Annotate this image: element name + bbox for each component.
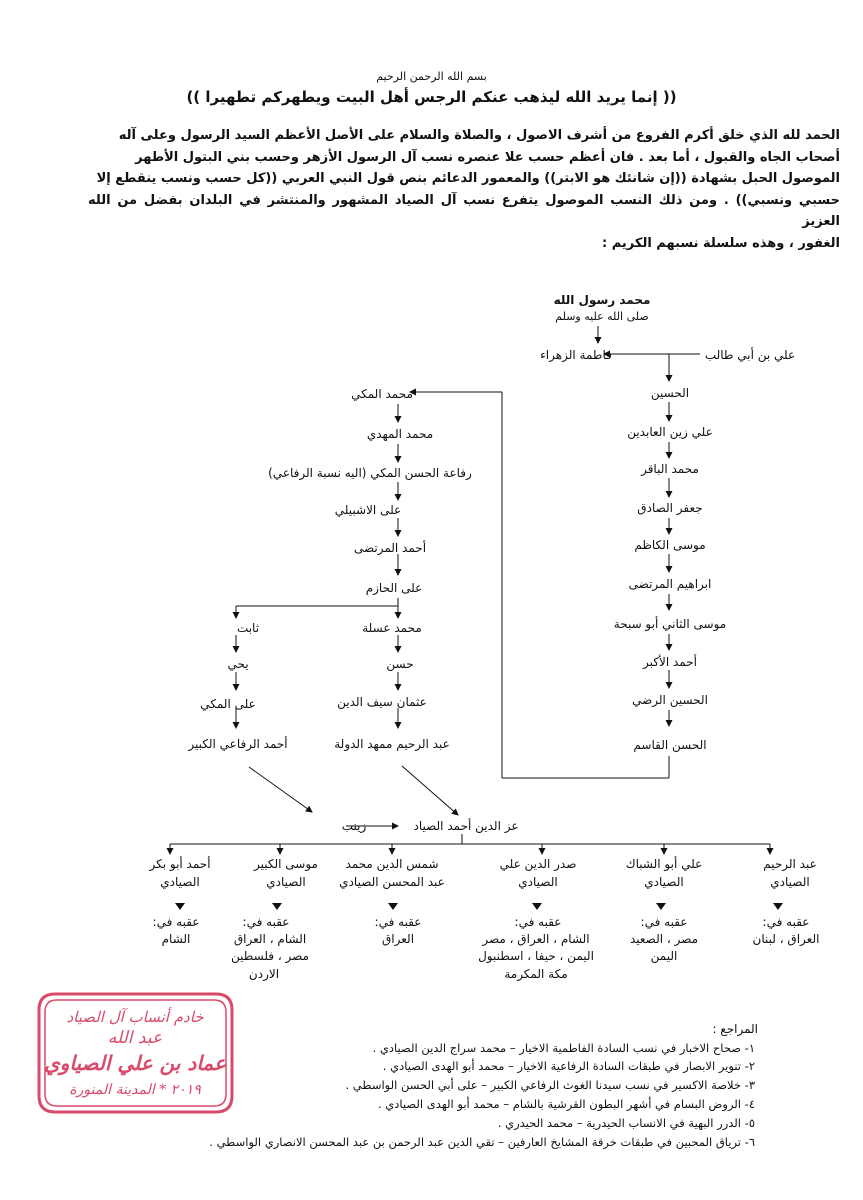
stamp-line: عماد بن علي الصياوي [44, 1051, 226, 1075]
son-name: الصيادي [644, 875, 684, 889]
son-places: الشام ، العراق ، مصر [482, 932, 590, 946]
node-izz-al-din: عز الدين أحمد الصياد [413, 819, 519, 833]
aqib-label: عقبه في: [640, 915, 688, 929]
tree-node: على الحازم [365, 581, 423, 595]
references-title: المراجع : [712, 1022, 758, 1036]
intro-line: أصحاب الجاه والقبول ، أما بعد . فان أعظم حسب علا عنصره نسب آل الرسول الأزهر وحسب بني البتول الأطهر [135, 149, 840, 165]
tree-node: محمد الباقر [641, 462, 699, 476]
son-name: موسى الكبير [254, 857, 318, 871]
son-name: عبد الرحيم [763, 857, 817, 871]
reference-item: ٦- ترياق المحبين في طبقات خرقة المشايخ العارفين – تقي الدين عبد الرحمن بن عبد المحسن الانصاري الواسطي . [209, 1135, 755, 1149]
son-name: صدر الدين علي [499, 857, 577, 871]
stamp-line: عبد الله [107, 1028, 163, 1048]
basmala: بسم الله الرحمن الرحيم [376, 70, 487, 83]
son-places: اليمن [650, 949, 678, 963]
son-name: شمس الدين محمد [345, 857, 439, 871]
prophet-name: محمد رسول الله [553, 293, 651, 307]
aqib-label: عقبه في: [762, 915, 810, 929]
son-name: عبد المحسن الصيادي [339, 875, 445, 889]
son-places: الاردن [248, 967, 280, 981]
son-places: الشام ، العراق [233, 932, 307, 946]
son-places: مكة المكرمة [504, 967, 568, 981]
node-ali: علي بن أبي طالب [704, 348, 796, 362]
intro-line: الغفور ، وهذه سلسلة نسبهم الكريم : [602, 235, 840, 251]
tree-node: أحمد الأكبر [643, 655, 697, 669]
son-name: علي أبو الشباك [625, 857, 703, 871]
intro-line: حسبي ونسبي)) . ومن ذلك النسب الموصول يتفرع نسب آل الصياد المشهور والمنتشر في البلدان بفضل من الله العزيز [88, 192, 840, 229]
tree-node: محمد المكي [351, 387, 413, 401]
intro-line: الموصول الحبل بشهادة ((إن شانئك هو الابتر)) والمعمور الدعائم بنص قول النبي العربي ((كل حسب ونسب ينقطع إلا [96, 171, 840, 186]
stamp-line: ٢٠١٩ * المدينة المنورة [69, 1082, 201, 1098]
tree-node: الحسين [650, 386, 690, 400]
aqib-label: عقبه في: [242, 915, 290, 929]
son-places: الشام [161, 932, 191, 946]
reference-item: ٣- خلاصة الاكسير في نسب سيدنا الغوث الرفاعي الكبير – على أبي الحسن الواسطي . [345, 1078, 755, 1092]
son-places: مصر ، فلسطين [231, 949, 309, 963]
son-name: الصيادي [770, 875, 810, 889]
tree-node: يحي [227, 657, 249, 671]
prophet-blessing: صلى الله عليه وسلم [555, 310, 649, 323]
tree-node: حسن [386, 657, 414, 671]
reference-item: ٤- الروض البسام في أشهر البطون القرشية بالشام – محمد أبو الهدى الصيادي . [377, 1097, 755, 1111]
tree-node: ثابت [236, 621, 260, 635]
tree-node: على الاشبيلي [334, 503, 402, 517]
intro-line: الحمد لله الذي خلق أكرم الفروع من أشرف الاصول ، والصلاة والسلام على الأصل الأعظم السيد الرسول وعلى آله [118, 128, 840, 143]
tree-node: على المكي [200, 697, 256, 711]
tree-node: جعفر الصادق [637, 501, 703, 515]
ink-stamp [33, 988, 238, 1118]
node-zaynab: زينب [341, 819, 367, 833]
tree-node: الحسن القاسم [633, 738, 707, 752]
tree-node: موسى الكاظم [634, 538, 706, 552]
node-fatima: فاطمة الزهراء [540, 348, 612, 362]
son-places: اليمن ، حيفا ، اسطنبول [478, 949, 594, 963]
tree-node: أحمد المرتضى [353, 541, 427, 555]
tree-node: الحسين الرضي [632, 693, 708, 707]
son-name: الصيادي [160, 875, 200, 889]
reference-item: ٥- الدرر البهية في الانساب الحيدرية – محمد الحيدري . [497, 1116, 755, 1130]
tree-node: محمد المهدي [366, 427, 434, 441]
tree-node: علي زين العابدين [627, 425, 713, 439]
son-places: العراق [381, 932, 415, 946]
tree-node: محمد عسلة [362, 621, 422, 635]
tree-node: أحمد الرفاعي الكبير [188, 737, 288, 751]
reference-item: ٢- تنوير الابصار في طبقات السادة الرفاعية الاخيار – محمد أبو الهدى الصيادي . [382, 1059, 755, 1073]
aqib-label: عقبه في: [152, 915, 200, 929]
tree-node: موسى الثاني أبو سبحة [613, 617, 727, 631]
tree-node: عثمان سيف الدين [337, 695, 427, 709]
son-name: الصيادي [518, 875, 558, 889]
tree-node: ابراهيم المرتضى [628, 577, 712, 591]
reference-item: ١- صحاح الاخبار في نسب السادة الفاطمية الاخيار – محمد سراج الدين الصيادي . [372, 1041, 755, 1055]
son-places: مصر ، الصعيد [629, 932, 699, 946]
aqib-label: عقبه في: [514, 915, 562, 929]
tree-node: عبد الرحيم ممهد الدولة [334, 737, 450, 751]
son-places: العراق ، لبنان [752, 932, 820, 946]
son-name: الصيادي [266, 875, 306, 889]
aqib-label: عقبه في: [374, 915, 422, 929]
stamp-line: خادم أنساب آل الصياد [66, 1008, 204, 1026]
quran-verse: (( إنما يريد الله ليذهب عنكم الرجس أهل البيت ويطهركم تطهيرا )) [186, 88, 677, 106]
tree-node: رفاعة الحسن المكي (اليه نسبة الرفاعي) [268, 466, 472, 480]
son-name: أحمد أبو بكر [149, 857, 211, 871]
